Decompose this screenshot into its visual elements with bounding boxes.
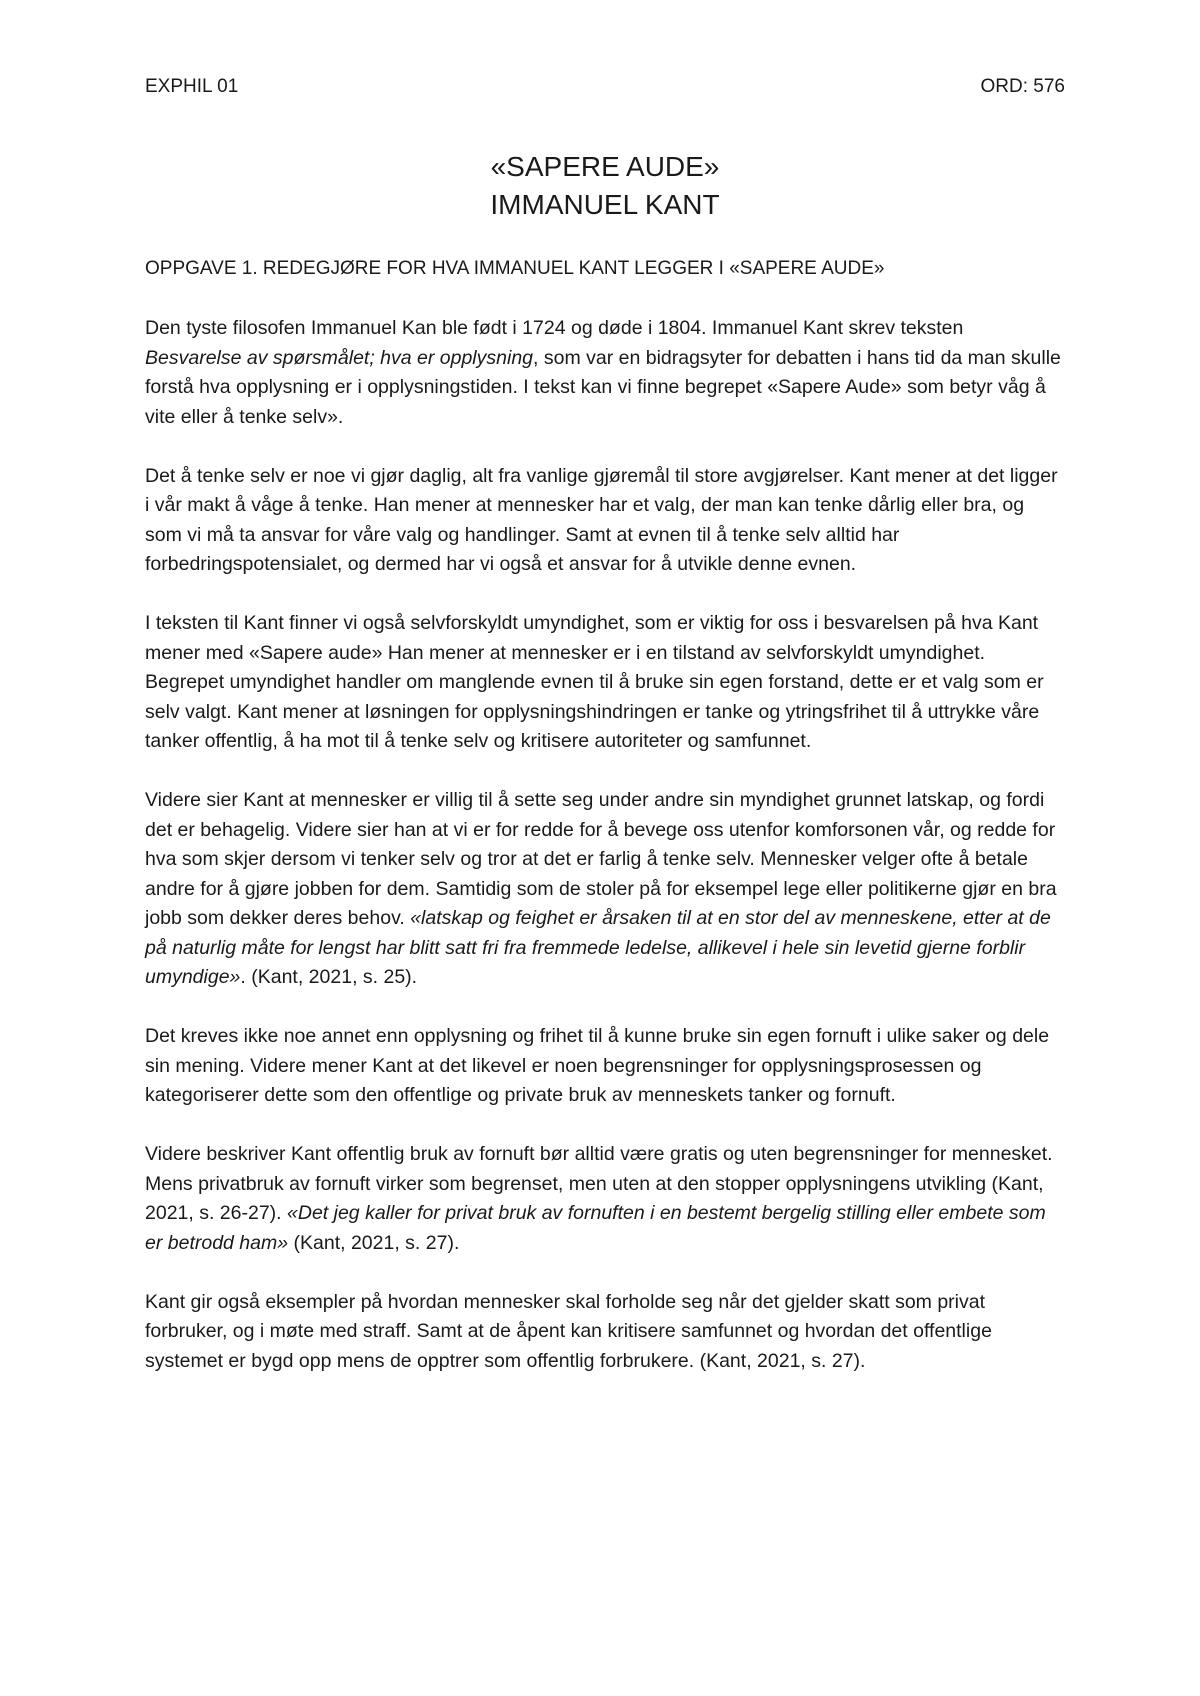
paragraph-6 (145, 1140, 1065, 1258)
paragraph-text: Videre beskriver Kant offentlig bruk av fornuft bør alltid være gratis og uten begrensninger for mennesket. Mens privatbruk av fornuft virker som begrenset, men uten at den stopper opplysningens utvikling (Kant, 2021, s. 26-27). (145, 1143, 1053, 1224)
quotation: «Det jeg kaller for privat bruk av fornuften i en bestemt bergelig stilling eller embete som er betrodd ham» (145, 1202, 1046, 1254)
paragraph-1 (145, 314, 1065, 432)
title-line-2: IMMANUEL KANT (490, 189, 720, 220)
task-heading: OPPGAVE 1. REDEGJØRE FOR HVA IMMANUEL KANT LEGGER I «SAPERE AUDE» (145, 258, 885, 279)
word-count: ORD: 576 (980, 76, 1065, 97)
paragraph-text: Videre sier Kant at mennesker er villig til å sette seg under andre sin myndighet grunnet latskap, og fordi det er behagelig. Videre sier han at vi er for redde for å bevege oss utenfor komforsonen vår, og redde for hva som skjer dersom vi tenker selv og tror at det er farlig å tenke selv. Mennesker velger ofte å betale andre for å gjøre jobben for dem. Samtidig som de stoler på for eksempel lege eller politikerne gjør en bra jobb som dekker deres behov. (145, 789, 1057, 929)
course-code: EXPHIL 01 (145, 76, 239, 97)
title-line-1: «SAPERE AUDE» (490, 151, 720, 182)
citation: (Kant, 2021, s. 27). (288, 1231, 460, 1254)
paragraph-text: , som var en bidragsyter for debatten i hans tid da man skulle forstå hva opplysning er i opplysningstiden. I tekst kan vi finne begrepet «Sapere Aude» som betyr våg å vite eller å tenke selv». (145, 346, 1061, 428)
quotation: «latskap og feighet er årsaken til at en stor del av menneskene, etter at de på naturlig måte for lengst har blitt satt fri fra fremmede ledelse, allikevel i hele sin levetid gjerne forblir umyndige» (145, 907, 1051, 988)
paragraph-4 (145, 786, 1065, 993)
page-header (145, 76, 1065, 102)
paragraph-text: Den tyste filosofen Immanuel Kan ble født i 1724 og døde i 1804. Immanuel Kant skrev teksten (145, 317, 964, 339)
paragraph-7: Kant gir også eksempler på hvordan mennesker skal forholde seg når det gjelder skatt som privat forbruker, og i møte med straff. Samt at de åpent kan kritisere samfunnet og hvordan det offentlige systemet er bygd opp mens de opptrer som offentlig forbrukere. (Kant, 2021, s. 27). (145, 1290, 992, 1372)
document-title (145, 148, 1065, 224)
paragraph-2: Det å tenke selv er noe vi gjør daglig, alt fra vanlige gjøremål til store avgjørelser. Kant mener at det ligger i vår makt å våge å tenke. Han mener at mennesker har et valg, der man kan tenke dårlig eller bra, og som vi må ta ansvar for våre valg og handlinger. Samt at evnen til å tenke selv alltid har forbedringspotensialet, og dermed har vi også et ansvar for å utvikle denne evnen. (145, 464, 1058, 575)
book-title: Besvarelse av spørsmålet; hva er opplysning (145, 346, 534, 369)
paragraph-3: I teksten til Kant finner vi også selvforskyldt umyndighet, som er viktig for oss i besvarelsen på hva Kant mener med «Sapere aude» Han mener at mennesker er i en tilstand av selvforskyldt umyndighet. Begrepet umyndighet handler om manglende evnen til å bruke sin egen forstand, dette er et valg som er selv valgt. Kant mener at løsningen for opplysningshindringen er tanke og ytringsfrihet til å uttrykke våre tanker offentlig, å ha mot til å tenke selv og kritisere autoriteter og samfunnet. (145, 612, 1044, 752)
document-body (145, 314, 1065, 1406)
citation: . (Kant, 2021, s. 25). (240, 966, 418, 988)
paragraph-5: Det kreves ikke noe annet enn opplysning og frihet til å kunne bruke sin egen fornuft i ulike saker og dele sin mening. Videre mener Kant at det likevel er noen begrensninger for opplysningsprosessen og kategoriserer dette som den offentlige og private bruk av menneskets tanker og fornuft. (145, 1025, 1050, 1106)
